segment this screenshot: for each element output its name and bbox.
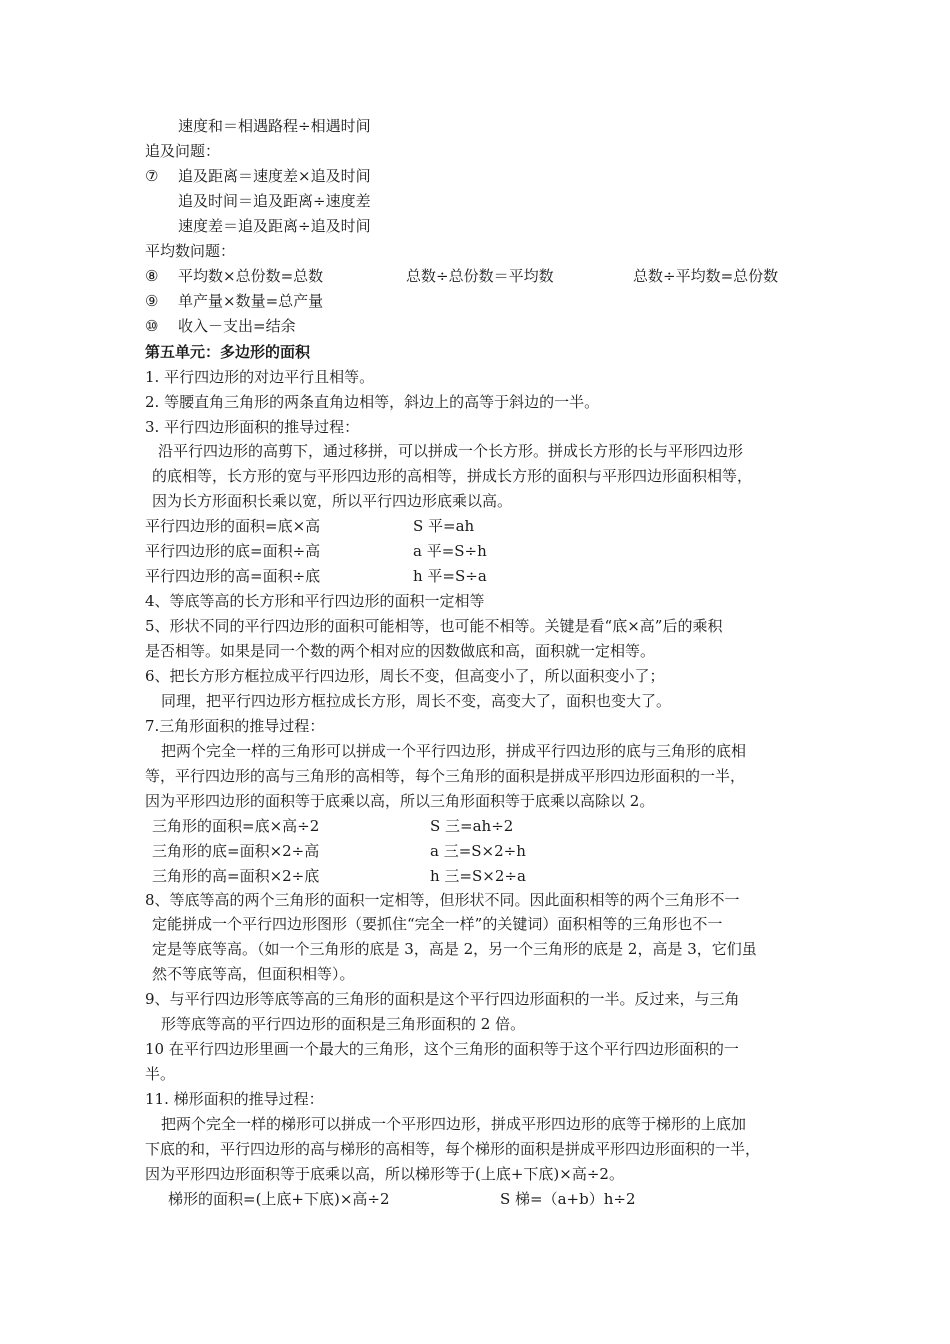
heading-average-problem: 平均数问题： [145, 242, 236, 260]
line-item-11: 11. 梯形面积的推导过程： [145, 1090, 324, 1108]
paragraph-line: 等，平行四边形的高与三角形的高相等，每个三角形的面积是拼成平形四边形面积的一半， [145, 767, 746, 785]
paragraph-line: 是否相等。如果是同一个数的两个相对应的因数做底和高，面积就一定相等。 [145, 642, 656, 660]
paragraph-line: 定能拼成一个平行四边形图形（要抓住“完全一样”的关键词）面积相等的三角形也不一 [152, 915, 723, 933]
circled-number-9: ⑨ [145, 292, 159, 310]
paragraph-line: 然不等底等高，但面积相等）。 [152, 965, 355, 983]
paragraph-line: 因为平形四边形面积等于底乘以高，所以梯形等于(上底+下底)×高÷2。 [145, 1165, 624, 1183]
paragraph-line: 的底相等，长方形的宽与平形四边形的高相等，拼成长方形的面积与平形四边形面积相等， [152, 467, 753, 485]
line-item-4: 4、等底等高的长方形和平行四边形的面积一定相等 [145, 592, 485, 610]
paragraph-line: 定是等底等高。（如一个三角形的底是 3，高是 2，另一个三角形的底是 2，高是 3，它们虽 [152, 940, 757, 958]
paragraph-line: 沿平行四边形的高剪下，通过移拼，可以拼成一个长方形。拼成长方形的长与平形四边形 [158, 442, 744, 460]
paragraph-line: 因为平形四边形的面积等于底乘以高，所以三角形面积等于底乘以高除以 2。 [145, 792, 655, 810]
paragraph-line: 同理，把平行四边形方框拉成长方形，周长不变，高变大了，面积也变大了。 [161, 692, 672, 710]
line-chase-time: 追及时间＝追及距离÷速度差 [178, 192, 371, 210]
line-item-10: 10 在平行四边形里画一个最大的三角形，这个三角形的面积等于这个平行四边形面积的一 [145, 1040, 739, 1058]
document-page: 速度和＝相遇路程÷相遇时间 追及问题： ⑦ 追及距离＝速度差×追及时间 追及时间＝追及距离÷速度差 速度差＝追及距离÷追及时间 平均数问题： ⑧ 平均数×总份数=总数 总数÷总份数＝平均数 总数÷平均数=总份数 ⑨ 单产量×数量=总产量 ⑩ 收入－支出=结余 第五单元：多边形的面积 1. 平行四边形的对边平行且相等。 2. 等腰直角三角形的两条直角边相等，斜边上的高等于斜边的一半。 3. 平行四边形面积的推导过程： 沿平行四边形的高剪下，通过移拼，可以拼成一个长方形。拼成长方形的长与平形四边形 的底相等，长方形的宽与平形四边形的高相等，拼成长方形的面积与平形四边形面积相等， 因为长方形面积长乘以宽，所以平行四边形底乘以高。 平行四边形的面积=底×高 S 平=ah 平行四边形的底=面积÷高 a 平=S÷h 平行四边形的高=面积÷底 h 平=S÷a 4、等底等高的长方形和平行四边形的面积一定相等 5、形状不同的平行四边形的面积可能相等，也可能不相等。关键是看“底×高”后的乘积 是否相等。如果是同一个数的两个相对应的因数做底和高，面积就一定相等。 6、把长方形方框拉成平行四边形，周长不变，但高变小了，所以面积变小了； 同理，把平行四边形方框拉成长方形，周长不变，高变大了，面积也变大了。 7.三角形面积的推导过程： 把两个完全一样的三角形可以拼成一个平行四边形，拼成平行四边形的底与三角形的底相 等，平行四边形的高与三角形的高相等，每个三角形的面积是拼成平形四边形面积的一半， 因为平形四边形的面积等于底乘以高，所以三角形面积等于底乘以高除以 2。 三角形的面积=底×高÷2 S 三=ah÷2 三角形的底=面积×2÷高 a 三=S×2÷h 三角形的高=面积×2÷底 h 三=S×2÷a 8、等底等高的两个三角形的面积一定相等，但形状不同。因此面积相等的两个三角形不一 定能拼成一个平行四边形图形（要抓住“完全一样”的关键词）面积相等的三角形也不一 定是等底等高。（如一个三角形的底是 3，高是 2，另一个三角形的底是 2，高是 3，它们虽 然不等底等高，但面积相等）。 9、与平行四边形等底等高的三角形的面积是这个平行四边形面积的一半。反过来，与三角 形等底等高的平行四边形的面积是三角形面积的 2 倍。 10 在平行四边形里画一个最大的三角形，这个三角形的面积等于这个平行四边形面积的一 半。 11. 梯形面积的推导过程： 把两个完全一样的梯形可以拼成一个平形四边形，拼成平形四边形的底等于梯形的上底加 下底的和，平行四边形的高与梯形的高相等，每个梯形的面积是拼成平形四边形面积的一半， 因为平形四边形面积等于底乘以高，所以梯形等于(上底+下底)×高÷2。 梯形的面积=(上底+下底)×高÷2 S 梯=（a+b）h÷2 [145, 117, 779, 1208]
circled-number-7: ⑦ [145, 167, 159, 185]
paragraph-line: 把两个完全一样的三角形可以拼成一个平行四边形，拼成平行四边形的底与三角形的底相 [161, 742, 747, 760]
circled-number-8: ⑧ [145, 267, 159, 285]
line-item-6: 6、把长方形方框拉成平行四边形，周长不变，但高变小了，所以面积变小了； [145, 667, 665, 685]
paragraph-line: 下底的和，平行四边形的高与梯形的高相等，每个梯形的面积是拼成平形四边形面积的一半， [145, 1140, 761, 1158]
paragraph-line: 把两个完全一样的梯形可以拼成一个平形四边形，拼成平形四边形的底等于梯形的上底加 [161, 1115, 747, 1133]
line-item-7: 7.三角形面积的推导过程： [145, 717, 325, 735]
line-item-8: 8、等底等高的两个三角形的面积一定相等，但形状不同。因此面积相等的两个三角形不一 [145, 891, 740, 909]
section-title-unit5: 第五单元：多边形的面积 [145, 343, 311, 361]
line-item-2: 2. 等腰直角三角形的两条直角边相等，斜边上的高等于斜边的一半。 [145, 393, 600, 411]
heading-chase-problem: 追及问题： [145, 142, 221, 160]
line-speed-sum: 速度和＝相遇路程÷相遇时间 [178, 117, 371, 135]
line-item-1: 1. 平行四边形的对边平行且相等。 [145, 368, 375, 386]
circled-number-10: ⑩ [145, 317, 159, 335]
paragraph-line: 形等底等高的平行四边形的面积是三角形面积的 2 倍。 [161, 1015, 526, 1033]
line-item-3: 3. 平行四边形面积的推导过程： [145, 418, 360, 436]
paragraph-line: 因为长方形面积长乘以宽，所以平行四边形底乘以高。 [152, 492, 513, 510]
line-speed-diff: 速度差＝追及距离÷追及时间 [178, 217, 371, 235]
paragraph-line: 半。 [145, 1065, 176, 1083]
line-item-5: 5、形状不同的平行四边形的面积可能相等，也可能不相等。关键是看“底×高”后的乘积 [145, 617, 723, 635]
line-item-9: 9、与平行四边形等底等高的三角形的面积是这个平行四边形面积的一半。反过来，与三角 [145, 990, 740, 1008]
